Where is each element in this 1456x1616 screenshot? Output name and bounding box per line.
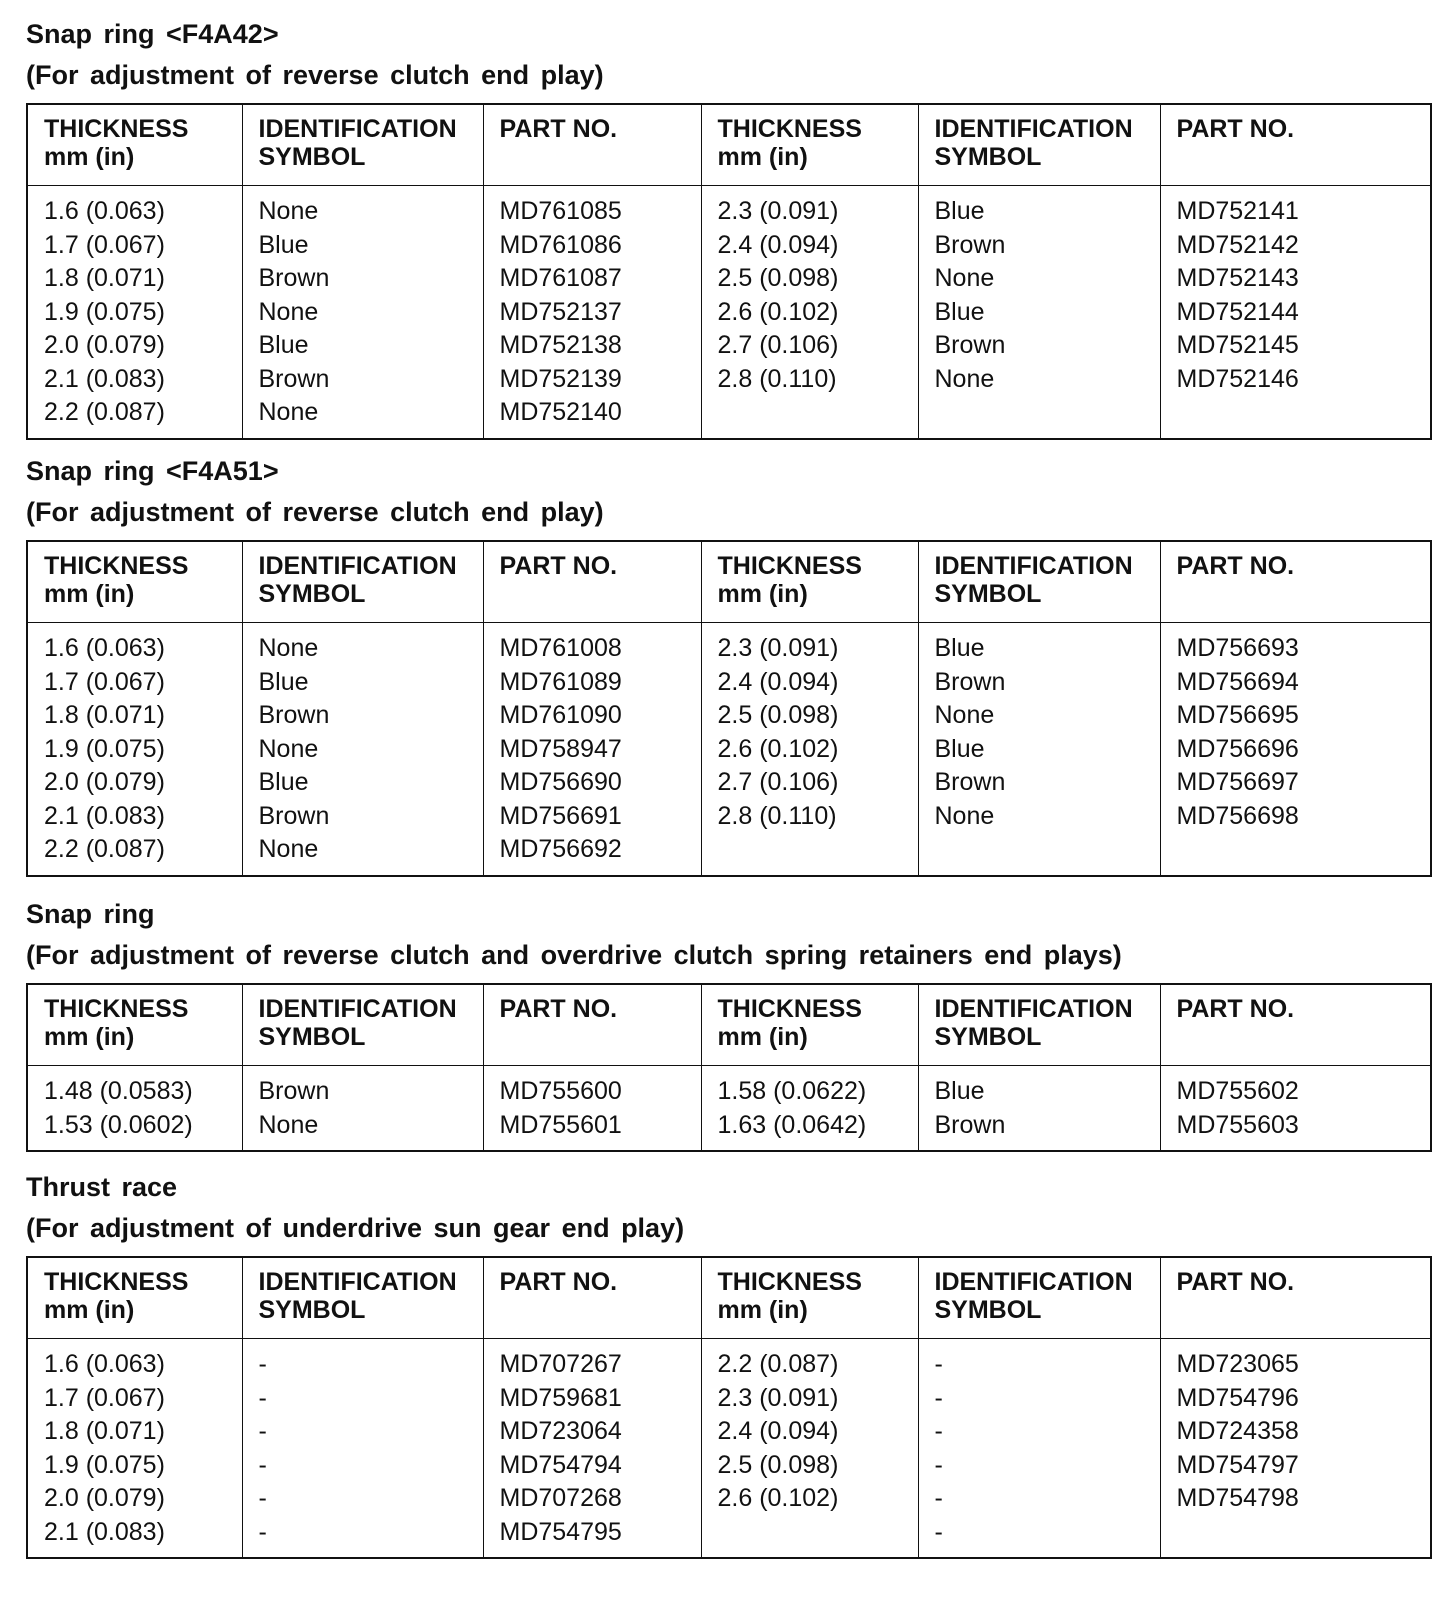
- table-cell-value: MD752137: [499, 297, 622, 326]
- part-no-cell: [483, 186, 701, 439]
- table-cell-value: 1.7 (0.067): [44, 230, 165, 259]
- table-cell-value: Blue: [934, 734, 985, 763]
- table-cell-value: MD723065: [1176, 1350, 1299, 1378]
- thickness-header: [27, 541, 242, 623]
- table-cell-value: MD752140: [499, 398, 622, 426]
- thickness-cell: [701, 1066, 918, 1152]
- table-row: [27, 1339, 1431, 1559]
- table-cell-value: MD752142: [1176, 230, 1299, 259]
- table-cell-value: 2.0 (0.079): [44, 331, 165, 359]
- part-no-header: [483, 104, 701, 186]
- table-cell-value: MD752141: [1176, 197, 1299, 225]
- header-label: IDENTIFICATION: [934, 995, 1133, 1023]
- table-cell-value: None: [258, 398, 319, 426]
- table-cell-value: Brown: [934, 331, 1006, 359]
- thickness-cell: [27, 1339, 242, 1559]
- table-cell-value: MD756691: [499, 801, 622, 830]
- identification-symbol-cell: [242, 1066, 483, 1152]
- section-title: Snap ring <F4A42>: [26, 19, 279, 49]
- identification-symbol-header: [242, 104, 483, 186]
- header-label: IDENTIFICATION: [258, 552, 457, 580]
- table-cell-value: 2.6 (0.102): [717, 297, 839, 326]
- part-no-cell: [1160, 623, 1431, 876]
- header-label: mm (in): [717, 1296, 808, 1324]
- header-label: IDENTIFICATION: [934, 552, 1133, 580]
- table-cell-value: MD754798: [1176, 1484, 1299, 1512]
- header-label: PART NO.: [1176, 1268, 1295, 1296]
- table-cell-value: 2.3 (0.091): [717, 1383, 839, 1412]
- table-cell-value: MD752144: [1176, 297, 1299, 326]
- table-cell-value: Brown: [934, 768, 1006, 796]
- part-no-header: [483, 1257, 701, 1339]
- table-cell-value: None: [934, 801, 995, 830]
- header-label: mm (in): [44, 1023, 135, 1051]
- header-label: THICKNESS: [44, 552, 189, 580]
- table-cell-value: MD761087: [499, 264, 622, 292]
- table-cell-value: Brown: [258, 364, 330, 393]
- thickness-header: [701, 104, 918, 186]
- header-label: PART NO.: [499, 552, 618, 580]
- spec-table: [26, 1256, 1432, 1559]
- table-cell-value: 2.5 (0.098): [717, 264, 839, 292]
- header-label: THICKNESS: [44, 115, 189, 143]
- header-label: IDENTIFICATION: [258, 995, 457, 1023]
- table-header-row: [27, 984, 1431, 1066]
- table-cell-value: -: [258, 1484, 267, 1512]
- table-cell-value: None: [934, 264, 995, 292]
- spec-table: [26, 540, 1432, 877]
- table-cell-value: 2.2 (0.087): [44, 398, 165, 426]
- section-thrust-race: [26, 1167, 1430, 1559]
- table-header-row: [27, 104, 1431, 186]
- part-no-header: [1160, 104, 1431, 186]
- table-cell-value: MD756693: [1176, 634, 1299, 662]
- table-cell-value: MD759681: [499, 1383, 622, 1412]
- header-label: IDENTIFICATION: [934, 1268, 1133, 1296]
- part-no-cell: [1160, 186, 1431, 439]
- table-header-row: [27, 541, 1431, 623]
- header-label: mm (in): [717, 1023, 808, 1051]
- table-cell-value: MD761008: [499, 634, 622, 662]
- header-label: IDENTIFICATION: [258, 115, 457, 143]
- thickness-cell: [27, 186, 242, 439]
- header-label: SYMBOL: [934, 143, 1042, 171]
- table-cell-value: -: [934, 1484, 943, 1512]
- table-cell-value: MD724358: [1176, 1417, 1299, 1445]
- table-row: [27, 1066, 1431, 1152]
- header-label: PART NO.: [1176, 552, 1295, 580]
- table-cell-value: 1.53 (0.0602): [44, 1110, 193, 1139]
- table-cell-value: MD761089: [499, 667, 622, 696]
- table-cell-value: MD754794: [499, 1450, 622, 1479]
- thickness-header: [701, 1257, 918, 1339]
- part-no-cell: [483, 623, 701, 876]
- spec-table: [26, 983, 1432, 1152]
- table-cell-value: Brown: [934, 230, 1006, 259]
- identification-symbol-header: [242, 1257, 483, 1339]
- header-label: SYMBOL: [258, 580, 366, 608]
- table-cell-value: MD707268: [499, 1484, 622, 1512]
- part-no-cell: [483, 1066, 701, 1152]
- header-label: mm (in): [44, 1296, 135, 1324]
- section-snap-ring-spring-retainers: [26, 894, 1430, 1152]
- table-cell-value: 1.6 (0.063): [44, 634, 165, 662]
- table-cell-value: 1.48 (0.0583): [44, 1077, 193, 1105]
- table-cell-value: -: [934, 1350, 943, 1378]
- identification-symbol-cell: [918, 186, 1160, 439]
- table-cell-value: Brown: [258, 1077, 330, 1105]
- table-cell-value: 2.0 (0.079): [44, 1484, 165, 1512]
- table-cell-value: 2.8 (0.110): [717, 801, 837, 830]
- table-cell-value: 1.8 (0.071): [44, 264, 165, 292]
- table-cell-value: None: [258, 1110, 319, 1139]
- table-cell-value: 1.58 (0.0622): [717, 1077, 867, 1105]
- part-no-header: [1160, 984, 1431, 1066]
- part-no-cell: [1160, 1066, 1431, 1152]
- table-cell-value: 1.9 (0.075): [44, 1450, 165, 1479]
- thickness-header: [27, 1257, 242, 1339]
- table-cell-value: -: [934, 1417, 943, 1445]
- identification-symbol-cell: [918, 1339, 1160, 1559]
- table-cell-value: MD756696: [1176, 734, 1299, 763]
- identification-symbol-header: [918, 984, 1160, 1066]
- identification-symbol-cell: [242, 623, 483, 876]
- header-label: PART NO.: [499, 995, 618, 1023]
- table-cell-value: MD756695: [1176, 701, 1299, 729]
- table-cell-value: MD752146: [1176, 364, 1299, 393]
- table-cell-value: None: [258, 197, 319, 225]
- header-label: THICKNESS: [44, 995, 189, 1023]
- table-cell-value: MD752139: [499, 364, 622, 393]
- table-row: [27, 623, 1431, 876]
- table-cell-value: MD754797: [1176, 1450, 1299, 1479]
- header-label: THICKNESS: [717, 995, 862, 1023]
- table-cell-value: 2.3 (0.091): [717, 634, 839, 662]
- table-cell-value: 1.9 (0.075): [44, 734, 165, 763]
- table-cell-value: Blue: [258, 331, 309, 359]
- table-cell-value: MD761085: [499, 197, 622, 225]
- table-cell-value: Blue: [258, 667, 309, 696]
- part-no-cell: [483, 1339, 701, 1559]
- table-cell-value: Blue: [934, 1077, 985, 1105]
- table-row: [27, 186, 1431, 439]
- identification-symbol-header: [242, 541, 483, 623]
- thickness-header: [701, 984, 918, 1066]
- table-cell-value: 1.8 (0.071): [44, 701, 165, 729]
- header-label: PART NO.: [1176, 995, 1295, 1023]
- header-label: THICKNESS: [717, 1268, 862, 1296]
- table-cell-value: None: [258, 297, 319, 326]
- table-cell-value: 2.5 (0.098): [717, 701, 839, 729]
- header-label: mm (in): [717, 580, 808, 608]
- section-title: Snap ring <F4A51>: [26, 456, 279, 486]
- section-subtitle: (For adjustment of reverse clutch and overdrive clutch spring retainers end plays): [26, 940, 1122, 970]
- identification-symbol-cell: [242, 1339, 483, 1559]
- header-label: mm (in): [44, 580, 135, 608]
- header-label: THICKNESS: [717, 115, 862, 143]
- table-cell-value: MD755603: [1176, 1110, 1299, 1139]
- table-cell-value: 2.4 (0.094): [717, 667, 839, 696]
- table-cell-value: Brown: [934, 667, 1006, 696]
- table-cell-value: 2.7 (0.106): [717, 768, 839, 796]
- table-cell-value: MD752145: [1176, 331, 1299, 359]
- table-cell-value: 1.6 (0.063): [44, 197, 165, 225]
- table-cell-value: Brown: [258, 801, 330, 830]
- table-cell-value: MD755601: [499, 1110, 622, 1139]
- header-label: mm (in): [717, 143, 808, 171]
- part-no-header: [483, 984, 701, 1066]
- header-label: THICKNESS: [44, 1268, 189, 1296]
- header-label: THICKNESS: [717, 552, 862, 580]
- table-cell-value: 2.6 (0.102): [717, 734, 839, 763]
- header-label: PART NO.: [499, 1268, 618, 1296]
- table-cell-value: 1.6 (0.063): [44, 1350, 165, 1378]
- table-cell-value: 2.4 (0.094): [717, 1417, 839, 1445]
- header-label: SYMBOL: [934, 1023, 1042, 1051]
- header-label: SYMBOL: [258, 1023, 366, 1051]
- header-label: SYMBOL: [934, 1296, 1042, 1324]
- identification-symbol-header: [918, 1257, 1160, 1339]
- table-cell-value: Blue: [258, 768, 309, 796]
- table-cell-value: MD756697: [1176, 768, 1299, 796]
- table-cell-value: MD756692: [499, 835, 622, 863]
- table-cell-value: 2.8 (0.110): [717, 364, 837, 393]
- thickness-cell: [701, 623, 918, 876]
- identification-symbol-header: [242, 984, 483, 1066]
- table-cell-value: MD756694: [1176, 667, 1299, 696]
- table-cell-value: None: [258, 835, 319, 863]
- table-cell-value: MD756690: [499, 768, 622, 796]
- table-cell-value: MD755602: [1176, 1077, 1299, 1105]
- table-cell-value: Blue: [258, 230, 309, 259]
- table-cell-value: 2.1 (0.083): [44, 364, 165, 393]
- table-cell-value: MD761090: [499, 701, 622, 729]
- table-cell-value: -: [258, 1350, 267, 1378]
- table-cell-value: MD761086: [499, 230, 622, 259]
- table-cell-value: None: [934, 701, 995, 729]
- table-cell-value: MD754795: [499, 1517, 622, 1546]
- header-label: PART NO.: [499, 115, 618, 143]
- table-cell-value: 2.0 (0.079): [44, 768, 165, 796]
- thickness-cell: [701, 1339, 918, 1559]
- identification-symbol-header: [918, 104, 1160, 186]
- part-no-header: [483, 541, 701, 623]
- table-cell-value: MD752143: [1176, 264, 1299, 292]
- thickness-cell: [27, 623, 242, 876]
- table-cell-value: None: [258, 734, 319, 763]
- header-label: SYMBOL: [258, 143, 366, 171]
- thickness-header: [27, 984, 242, 1066]
- table-cell-value: -: [258, 1383, 267, 1412]
- table-cell-value: -: [934, 1450, 943, 1479]
- table-cell-value: Blue: [934, 634, 985, 662]
- thickness-cell: [27, 1066, 242, 1152]
- section-snap-ring-f4a42: [26, 14, 1430, 440]
- section-subtitle: (For adjustment of reverse clutch end play): [26, 497, 604, 527]
- thickness-header: [701, 541, 918, 623]
- table-cell-value: 1.9 (0.075): [44, 297, 165, 326]
- table-cell-value: 1.8 (0.071): [44, 1417, 165, 1445]
- table-cell-value: Brown: [258, 701, 330, 729]
- section-snap-ring-f4a51: [26, 451, 1430, 877]
- table-cell-value: -: [258, 1517, 267, 1546]
- table-cell-value: MD756698: [1176, 801, 1299, 830]
- table-cell-value: 1.63 (0.0642): [717, 1110, 867, 1139]
- section-title: Snap ring: [26, 899, 155, 929]
- part-no-header: [1160, 541, 1431, 623]
- table-cell-value: 2.2 (0.087): [44, 835, 165, 863]
- section-subtitle: (For adjustment of reverse clutch end play): [26, 60, 604, 90]
- table-cell-value: Blue: [934, 297, 985, 326]
- part-no-header: [1160, 1257, 1431, 1339]
- table-cell-value: 1.7 (0.067): [44, 1383, 165, 1412]
- table-cell-value: -: [258, 1450, 267, 1479]
- identification-symbol-header: [918, 541, 1160, 623]
- table-header-row: [27, 1257, 1431, 1339]
- section-title: Thrust race: [26, 1172, 178, 1202]
- table-cell-value: MD707267: [499, 1350, 622, 1378]
- table-cell-value: MD754796: [1176, 1383, 1299, 1412]
- thickness-header: [27, 104, 242, 186]
- table-cell-value: 2.5 (0.098): [717, 1450, 839, 1479]
- table-cell-value: MD755600: [499, 1077, 622, 1105]
- table-cell-value: MD752138: [499, 331, 622, 359]
- header-label: SYMBOL: [934, 580, 1042, 608]
- header-label: IDENTIFICATION: [934, 115, 1133, 143]
- identification-symbol-cell: [242, 186, 483, 439]
- table-cell-value: None: [934, 364, 995, 393]
- table-cell-value: Brown: [258, 264, 330, 292]
- table-cell-value: MD723064: [499, 1417, 622, 1445]
- header-label: IDENTIFICATION: [258, 1268, 457, 1296]
- table-cell-value: 2.4 (0.094): [717, 230, 839, 259]
- identification-symbol-cell: [918, 1066, 1160, 1152]
- table-cell-value: -: [258, 1417, 267, 1445]
- table-cell-value: 2.2 (0.087): [717, 1350, 839, 1378]
- header-label: PART NO.: [1176, 115, 1295, 143]
- table-cell-value: -: [934, 1383, 943, 1412]
- table-cell-value: 2.7 (0.106): [717, 331, 839, 359]
- table-cell-value: 1.7 (0.067): [44, 667, 165, 696]
- part-no-cell: [1160, 1339, 1431, 1559]
- table-cell-value: MD758947: [499, 734, 622, 763]
- table-cell-value: Blue: [934, 197, 985, 225]
- section-subtitle: (For adjustment of underdrive sun gear end play): [26, 1213, 685, 1243]
- table-cell-value: 2.1 (0.083): [44, 801, 165, 830]
- table-cell-value: None: [258, 634, 319, 662]
- spec-table: [26, 103, 1432, 440]
- table-cell-value: -: [934, 1517, 943, 1546]
- thickness-cell: [701, 186, 918, 439]
- table-cell-value: 2.3 (0.091): [717, 197, 839, 225]
- header-label: SYMBOL: [258, 1296, 366, 1324]
- table-cell-value: Brown: [934, 1110, 1006, 1139]
- table-cell-value: 2.6 (0.102): [717, 1484, 839, 1512]
- table-cell-value: 2.1 (0.083): [44, 1517, 165, 1546]
- header-label: mm (in): [44, 143, 135, 171]
- identification-symbol-cell: [918, 623, 1160, 876]
